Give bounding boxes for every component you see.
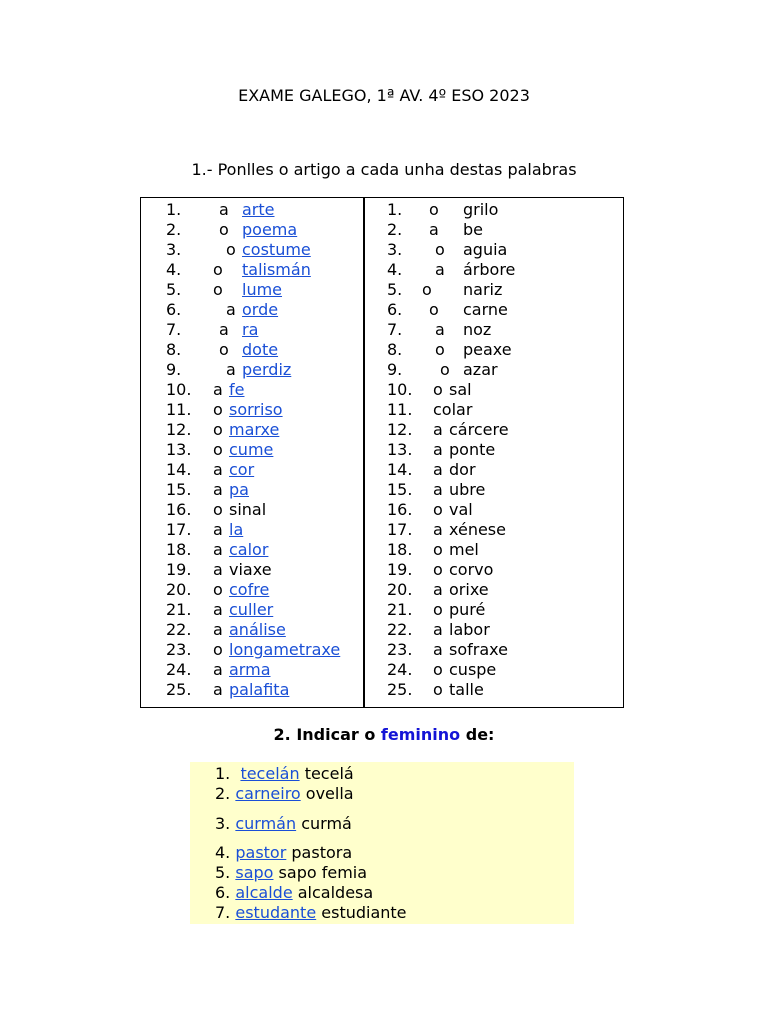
row-number: 15. — [387, 480, 413, 499]
row-article: a — [213, 460, 223, 479]
word-link[interactable]: ra — [242, 320, 259, 339]
question-2-heading — [0, 725, 768, 744]
row-article: o — [219, 340, 229, 359]
row-article: a — [213, 680, 223, 699]
masculine-word-link[interactable]: sapo — [235, 863, 274, 882]
row-number: 10. — [387, 380, 413, 399]
row-word: peaxe — [463, 340, 512, 359]
item-number: 6. — [215, 883, 231, 902]
row-number: 14. — [387, 460, 413, 479]
word-link[interactable]: cofre — [229, 580, 270, 599]
row-article: a — [433, 580, 443, 599]
row-word: corvo — [449, 560, 494, 579]
row-article: o — [433, 680, 443, 699]
row-number: 3. — [387, 240, 403, 259]
row-number: 16. — [166, 500, 192, 519]
row-word: noz — [463, 320, 492, 339]
word-link[interactable]: calor — [229, 540, 269, 559]
masculine-word-link[interactable]: alcalde — [235, 883, 293, 902]
row-article: a — [226, 300, 236, 319]
row-word: sofraxe — [449, 640, 508, 659]
row-article: a — [213, 520, 223, 539]
row-article: a — [433, 640, 443, 659]
row-number: 19. — [387, 560, 413, 579]
row-word: cárcere — [449, 420, 509, 439]
row-article: a — [433, 420, 443, 439]
row-number: 20. — [387, 580, 413, 599]
row-article: a — [226, 360, 236, 379]
feminine-answer: alcaldesa — [297, 883, 374, 902]
word-link[interactable]: orde — [242, 300, 279, 319]
row-word: ubre — [449, 480, 486, 499]
row-word: sal — [449, 380, 472, 399]
row-word: árbore — [463, 260, 516, 279]
feminine-answer: curmá — [301, 814, 352, 833]
row-number: 24. — [387, 660, 413, 679]
row-article: a — [433, 520, 443, 539]
row-number: 12. — [166, 420, 192, 439]
row-number: 17. — [387, 520, 413, 539]
feminine-answer: estudiante — [321, 903, 407, 922]
row-number: 9. — [387, 360, 403, 379]
row-article: o — [435, 240, 445, 259]
feminine-item — [215, 883, 373, 903]
row-word: xénese — [449, 520, 506, 539]
row-word: talle — [449, 680, 484, 699]
item-number: 3. — [215, 814, 231, 833]
feminine-item — [215, 784, 354, 804]
row-number: 5. — [387, 280, 403, 299]
row-number: 21. — [387, 600, 413, 619]
row-article: a — [213, 620, 223, 639]
question-2-suffix: de: — [465, 725, 495, 744]
row-number: 20. — [166, 580, 192, 599]
row-article: o — [213, 420, 223, 439]
row-article: o — [433, 380, 443, 399]
page-title: EXAME GALEGO, 1ª AV. 4º ESO 2023 — [238, 86, 530, 105]
row-number: 1. — [387, 200, 403, 219]
row-number: 2. — [166, 220, 182, 239]
masculine-word-link[interactable]: tecelán — [240, 764, 300, 783]
word-link[interactable]: análise — [229, 620, 286, 639]
row-number: 8. — [387, 340, 403, 359]
feminine-item — [215, 843, 352, 863]
row-article: a — [433, 620, 443, 639]
feminine-answers-box — [190, 762, 574, 924]
row-article: o — [429, 200, 439, 219]
feminine-item — [215, 814, 352, 834]
row-article: o — [429, 300, 439, 319]
item-number: 5. — [215, 863, 231, 882]
question-1-heading: 1.- Ponlles o artigo a cada unha destas palabras — [191, 160, 577, 179]
word-link[interactable]: culler — [229, 600, 274, 619]
feminine-answer: ovella — [305, 784, 354, 803]
word-link[interactable]: sorriso — [229, 400, 283, 419]
row-number: 2. — [387, 220, 403, 239]
row-number: 4. — [387, 260, 403, 279]
row-number: 21. — [166, 600, 192, 619]
row-article: a — [213, 600, 223, 619]
word-link[interactable]: la — [229, 520, 244, 539]
row-article: a — [433, 460, 443, 479]
row-article: o — [213, 400, 223, 419]
row-number: 10. — [166, 380, 192, 399]
table-divider — [363, 198, 365, 707]
row-article: o — [213, 280, 223, 299]
row-article: o — [433, 560, 443, 579]
row-number: 25. — [166, 680, 192, 699]
row-word: be — [463, 220, 483, 239]
word-link[interactable]: fe — [229, 380, 245, 399]
feminine-answer: tecelá — [304, 764, 354, 783]
row-word: grilo — [463, 200, 499, 219]
item-number: 7. — [215, 903, 231, 922]
row-word: dor — [449, 460, 476, 479]
row-number: 22. — [166, 620, 192, 639]
row-number: 16. — [387, 500, 413, 519]
word-link[interactable]: dote — [242, 340, 279, 359]
row-article: a — [213, 660, 223, 679]
row-number: 4. — [166, 260, 182, 279]
row-word: aguia — [463, 240, 508, 259]
row-word: sinal — [229, 500, 267, 519]
row-number: 24. — [166, 660, 192, 679]
feminine-item — [215, 863, 367, 883]
row-number: 11. — [387, 400, 413, 419]
question-2-highlight: feminino — [380, 725, 461, 744]
row-number: 11. — [166, 400, 192, 419]
masculine-word-link[interactable]: pastor — [235, 843, 287, 862]
row-number: 18. — [166, 540, 192, 559]
row-number: 14. — [166, 460, 192, 479]
row-word: labor — [449, 620, 490, 639]
word-link[interactable]: longametraxe — [229, 640, 341, 659]
row-article: a — [213, 560, 223, 579]
masculine-word-link[interactable]: carneiro — [235, 784, 301, 803]
row-article: o — [213, 640, 223, 659]
row-article: o — [213, 260, 223, 279]
row-number: 7. — [166, 320, 182, 339]
row-word: val — [449, 500, 473, 519]
row-word: carne — [463, 300, 508, 319]
word-link[interactable]: talismán — [242, 260, 311, 279]
row-number: 12. — [387, 420, 413, 439]
word-link[interactable]: palafita — [229, 680, 290, 699]
feminine-item — [215, 903, 407, 923]
word-link[interactable]: arte — [242, 200, 275, 219]
row-article: o — [422, 280, 432, 299]
item-number: 4. — [215, 843, 231, 862]
row-number: 13. — [387, 440, 413, 459]
row-article: o — [433, 660, 443, 679]
row-article: o — [433, 500, 443, 519]
row-article: a — [213, 480, 223, 499]
row-article: o — [433, 540, 443, 559]
row-number: 8. — [166, 340, 182, 359]
row-number: 6. — [387, 300, 403, 319]
row-number: 23. — [166, 640, 192, 659]
row-article: o — [226, 240, 236, 259]
row-word: puré — [449, 600, 486, 619]
article-table — [140, 197, 624, 708]
row-article: o — [213, 440, 223, 459]
row-article: a — [435, 260, 445, 279]
row-number: 3. — [166, 240, 182, 259]
row-article: o — [440, 360, 450, 379]
row-word: azar — [463, 360, 498, 379]
row-article: a — [213, 540, 223, 559]
row-number: 19. — [166, 560, 192, 579]
row-number: 15. — [166, 480, 192, 499]
word-link[interactable]: arma — [229, 660, 271, 679]
masculine-word-link[interactable]: estudante — [235, 903, 317, 922]
feminine-answer: sapo femia — [278, 863, 368, 882]
word-link[interactable]: lume — [242, 280, 283, 299]
word-link[interactable]: marxe — [229, 420, 280, 439]
row-word: cuspe — [449, 660, 497, 679]
row-article: a — [429, 220, 439, 239]
row-article: o — [213, 580, 223, 599]
row-article: a — [219, 200, 229, 219]
row-word: orixe — [449, 580, 489, 599]
word-link[interactable]: cume — [229, 440, 274, 459]
row-article: a — [435, 320, 445, 339]
row-article: o — [435, 340, 445, 359]
row-word: ponte — [449, 440, 496, 459]
row-article: a — [433, 480, 443, 499]
row-number: 13. — [166, 440, 192, 459]
row-number: 17. — [166, 520, 192, 539]
row-article: o — [433, 600, 443, 619]
row-word: colar — [433, 400, 473, 419]
word-link[interactable]: perdiz — [242, 360, 292, 379]
item-number: 2. — [215, 784, 231, 803]
row-number: 23. — [387, 640, 413, 659]
row-word: viaxe — [229, 560, 272, 579]
word-link[interactable]: pa — [229, 480, 249, 499]
word-link[interactable]: cor — [229, 460, 255, 479]
row-number: 1. — [166, 200, 182, 219]
row-number: 6. — [166, 300, 182, 319]
row-word: mel — [449, 540, 479, 559]
feminine-item — [215, 764, 354, 784]
row-article: a — [219, 320, 229, 339]
row-article: o — [213, 500, 223, 519]
row-number: 5. — [166, 280, 182, 299]
row-article: o — [219, 220, 229, 239]
item-number: 1. — [215, 764, 231, 783]
feminine-answer: pastora — [291, 843, 353, 862]
masculine-word-link[interactable]: curmán — [235, 814, 297, 833]
word-link[interactable]: poema — [242, 220, 298, 239]
word-link[interactable]: costume — [242, 240, 311, 259]
row-article: a — [433, 440, 443, 459]
question-2-prefix: 2. Indicar o — [273, 725, 376, 744]
row-article: a — [213, 380, 223, 399]
row-word: nariz — [463, 280, 503, 299]
row-number: 9. — [166, 360, 182, 379]
row-number: 22. — [387, 620, 413, 639]
row-number: 7. — [387, 320, 403, 339]
row-number: 25. — [387, 680, 413, 699]
row-number: 18. — [387, 540, 413, 559]
